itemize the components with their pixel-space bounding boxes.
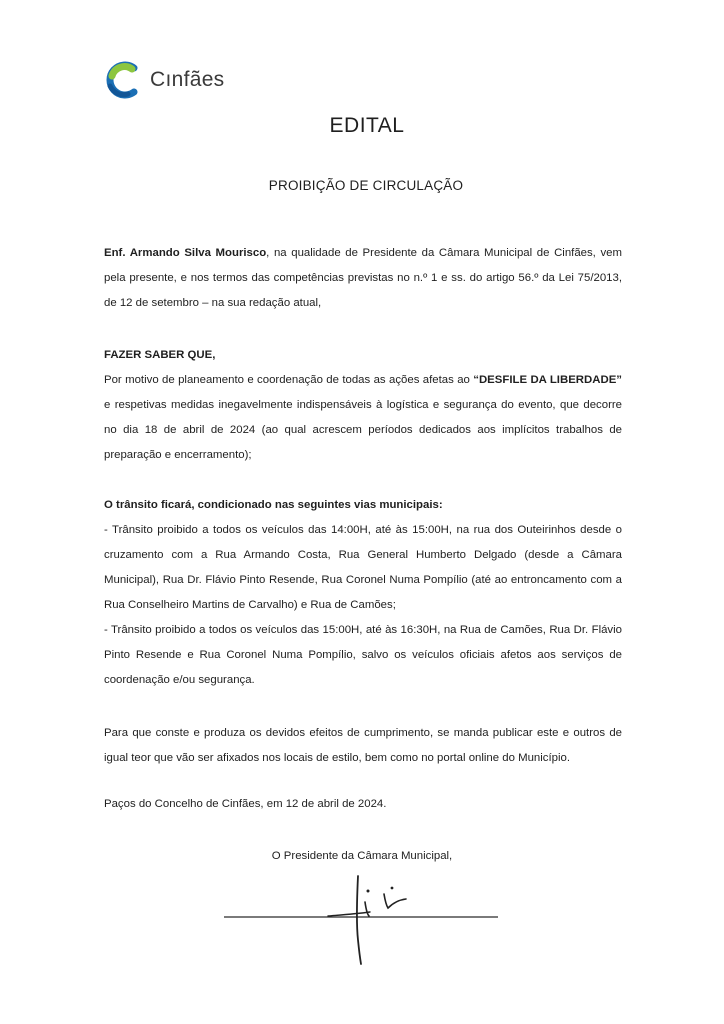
transito-item: - Trânsito proibido a todos os veículos das 14:00H, até às 15:00H, na rua dos Outeirinhos desde o cruzamento com a Rua Armando Costa, Rua General Humberto Delgado (desde a Câmara Municipal), Rua Dr. Flávio Pinto Resende, Rua Coronel Numa Pompílio (até ao entroncamento com a Rua Conselheiro Martins de Carvalho) e Rua de Camões; [104,524,622,611]
fazer-saber-text-before: Por motivo de planeamento e coordenação de todas as ações afetas ao [104,374,474,386]
place-date [104,792,622,817]
fazer-saber-paragraph [104,368,622,468]
municipality-logo [104,58,224,102]
intro-text: , na qualidade de Presidente da Câmara Municipal de Cinfães, vem pela presente, e nos termos das competências previstas no n.º 1 e ss. do artigo 56.º da Lei 75/2013, de 12 de setembro – na sua redação atual, [104,247,622,309]
fazer-saber-text-after: e respetivas medidas inegavelmente indispensáveis à logística e segurança do evento, que decorre no dia 18 de abril de 2024 (ao qual acrescem períodos dedicados aos implícitos trabalhos de preparação e encerramento); [104,399,622,461]
logo-text: Cınfães [150,68,225,91]
fazer-saber-heading: FAZER SABER QUE, [104,349,216,361]
document-subtitle: PROIBIÇÃO DE CIRCULAÇÃO [268,178,464,193]
conste-paragraph [104,721,622,771]
document-title: EDITAL [329,114,405,137]
transito-item: - Trânsito proibido a todos os veículos das 15:00H, até às 16:30H, na Rua de Camões, Rua Dr. Flávio Pinto Resende e Rua Coronel Numa Pompílio, salvo os veículos oficiais afetos aos serviços de coordenação e/ou segurança. [104,624,622,686]
signature-title: O Presidente da Câmara Municipal, [271,850,453,862]
cinfaes-c-logo-icon [104,60,142,100]
event-name: “DESFILE DA LIBERDADE” [473,374,622,386]
intro-paragraph [104,241,622,316]
transito-section [104,493,622,693]
fazer-saber-section [104,343,622,468]
transito-heading: O trânsito ficará, condicionado nas seguintes vias municipais: [104,499,443,511]
conste-text: Para que conste e produza os devidos efeitos de cumprimento, se manda publicar este e outros de igual teor que vão ser afixados nos locais de estilo, bem como no portal online do Município. [104,727,622,764]
handwritten-signature [220,872,510,972]
place-date-text: Paços do Concelho de Cinfães, em 12 de abril de 2024. [104,798,387,810]
president-name: Enf. Armando Silva Mourisco [104,247,267,259]
